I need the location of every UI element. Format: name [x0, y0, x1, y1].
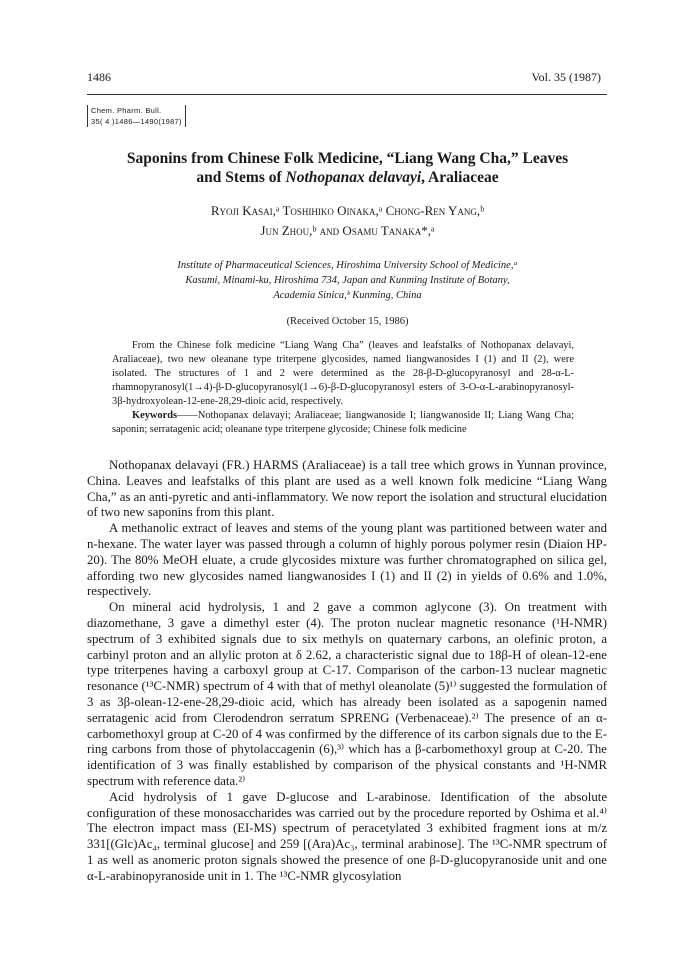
body-paragraph-4: Acid hydrolysis of 1 gave D-glucose and L-arabinose. Identification of the absolute configuration of these monosaccharides was carried out by the procedure reported by Oshima et al.⁴⁾ The electron impact mass (EI-MS) spectrum of peracetylated 3 exhibited fragment ions at m/z 331[(Glc)Ac₄, terminal glucose] and 259 [(Ara)Ac₃, terminal arabinose]. The ¹³C-NMR spectrum of 1 as well as anomeric proton signals showed the presence of one β-D-glucopyranoside unit and one α-L-arabinopyranoside unit in 1. The ¹³C-NMR glycosylation: [87, 789, 607, 883]
paper-title: [100, 149, 595, 187]
authors-line-2: Jun Zhou,ᵇ and Osamu Tanaka*,ᵃ: [260, 223, 435, 238]
affiliation-line-3: Academia Sinica,ᵇ Kunming, China: [273, 290, 422, 301]
citation-box: [87, 105, 186, 127]
affiliation-line-2: Kasumi, Minami-ku, Hiroshima 734, Japan and Kunming Institute of Botany,: [185, 275, 510, 286]
title-species: Nothopanax delavayi: [285, 169, 422, 186]
keywords: [112, 409, 574, 437]
body-paragraph-2: A methanolic extract of leaves and stems of the young plant was partitioned between water and n-hexane. The water layer was passed through a column of highly porous polymer resin (Diaion HP-20). The 80% MeOH eluate, a crude glycosides mixture was further chromatographed on silica gel, affording two new glycosides named liangwanosides I (1) and II (2) in yields of 0.6% and 1.0%, respectively.: [87, 521, 607, 599]
affiliation-line-1: Institute of Pharmaceutical Sciences, Hiroshima University School of Medicine,ᵃ: [177, 260, 518, 271]
title-line-2: [100, 168, 595, 187]
citation-journal: Chem. Pharm. Bull.: [91, 106, 162, 115]
header-rule: [87, 94, 607, 95]
received-date: (Received October 15, 1986): [286, 316, 409, 327]
body-paragraph-1: Nothopanax delavayi (FR.) HARMS (Araliaceae) is a tall tree which grows in Yunnan province, China. Leaves and leafstalks of this plant are used as a well known folk medicine “Liang Wang Cha,” as an anti-pyretic and anti-inflammatory. We now report the isolation and structural elucidation of two new saponins from this plant.: [87, 458, 607, 520]
title-line-2-suffix: , Araliaceae: [421, 169, 499, 186]
author-list: [100, 201, 595, 241]
volume-info: Vol. 35 (1987): [531, 70, 601, 84]
keywords-label: Keywords: [132, 410, 178, 421]
main-body: [87, 458, 607, 885]
title-line-1: Saponins from Chinese Folk Medicine, “Liang Wang Cha,” Leaves: [126, 150, 569, 167]
body-paragraph-3: On mineral acid hydrolysis, 1 and 2 gave a common aglycone (3). On treatment with diazomethane, 3 gave a dimethyl ester (4). The proton nuclear magnetic resonance (¹H-NMR) spectrum of 3 exhibited signals due to six methyls on quaternary carbons, an olefinic proton, a carbinyl proton and an allylic proton at δ 2.62, a characteristic signal due to 18β-H of olean-12-ene type triterpenes having a carboxyl group at C-17. Comparison of the carbon-13 nuclear magnetic resonance (¹³C-NMR) spectrum of 4 with that of methyl oleanolate (5)¹⁾ suggested the formulation of 3 as 3β-olean-12-ene-28,29-dioic acid, which has already been isolated as a sapogenin named serratagenic acid from Clerodendron serratum SPRENG (Verbenaceae).²⁾ The presence of an α-carbomethoxyl group at C-20 of 4 was confirmed by the difference of its carbon signals due to the E-ring carbons from those of phytolaccagenin (6),³⁾ which has a β-carbomethoxyl group at C-20. The identification of 3 was finally established by comparison of the physical constants and ¹H-NMR spectrum with reference data.²⁾: [87, 600, 607, 788]
title-line-2-prefix: and Stems of: [196, 169, 286, 186]
page-number: 1486: [87, 70, 111, 84]
authors-line-1: Ryoji Kasai,ᵃ Toshihiko Oinaka,ᵃ Chong-Ren Yang,ᵇ: [210, 203, 485, 218]
abstract: From the Chinese folk medicine “Liang Wang Cha” (leaves and leafstalks of Nothopanax delavayi, Araliaceae), two new oleanane type triterpene glycosides, named liangwanosides I (1) and II (2), were isolated. The structures of 1 and 2 were determined as the 28-β-D-glucopyranosyl and 28-α-L-rhamnopyranosyl(1→4)-β-D-glucopyranosyl(1→6)-β-D-glucopyranosyl esters of 3-O-α-L-arabinopyranosyl-3β-hydroxyolean-12-ene-28,29-dioic acid, respectively.: [112, 340, 574, 407]
citation-ref: 35( 4 )1486—1490(1987): [91, 117, 182, 126]
affiliation: [110, 258, 585, 303]
keywords-text: ——Nothopanax delavayi; Araliaceae; liangwanoside I; liangwanoside II; Liang Wang Cha; saponin; serratagenic acid; oleanane type triterpene glycoside; Chinese folk medicine: [112, 410, 574, 435]
